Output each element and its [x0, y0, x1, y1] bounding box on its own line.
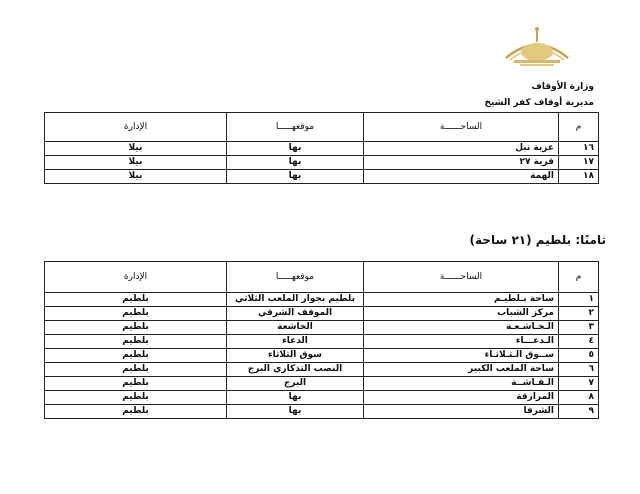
ministry-name: وزارة الأوقاف [531, 82, 594, 92]
col-header-place: الساحــــــة [364, 113, 559, 142]
cell-num: ٦ [559, 363, 599, 377]
cell-location: سوق الثلاثاء [227, 349, 364, 363]
cell-admin: بلطيم [45, 363, 227, 377]
squares-table-bila [44, 112, 599, 184]
cell-admin: بيلا [45, 142, 227, 156]
cell-location: البرج [227, 377, 364, 391]
cell-num: ١٦ [559, 142, 599, 156]
col-header-num: م [559, 262, 599, 293]
cell-admin: بيلا [45, 156, 227, 170]
cell-admin: بلطيم [45, 307, 227, 321]
col-header-location: موقعهـــــا [227, 113, 364, 142]
cell-place: ساحة بـلطيـم [364, 293, 559, 307]
squares-table-baltim [44, 261, 599, 419]
cell-location: الموقف الشرقي [227, 307, 364, 321]
ministry-logo [498, 22, 576, 70]
cell-location: بها [227, 156, 364, 170]
cell-admin: بلطيم [45, 321, 227, 335]
cell-location: الدعاء [227, 335, 364, 349]
cell-place: الشرفا [364, 405, 559, 419]
cell-num: ٩ [559, 405, 599, 419]
cell-admin: بلطيم [45, 335, 227, 349]
table-row [45, 405, 599, 419]
cell-admin: بلطيم [45, 405, 227, 419]
cell-location: بها [227, 142, 364, 156]
cell-admin: بلطيم [45, 391, 227, 405]
table-header-row [45, 113, 599, 142]
cell-place: الـدعـــاء [364, 335, 559, 349]
table-row [45, 335, 599, 349]
table-row [45, 349, 599, 363]
cell-place: مركز الشباب [364, 307, 559, 321]
table-row [45, 377, 599, 391]
cell-location: النصب التذكاري البرج [227, 363, 364, 377]
cell-num: ١٧ [559, 156, 599, 170]
cell-num: ١ [559, 293, 599, 307]
cell-place: ساحة الملعب الكبير [364, 363, 559, 377]
col-header-admin: الإدارة [45, 113, 227, 142]
cell-num: ٨ [559, 391, 599, 405]
cell-admin: بلطيم [45, 349, 227, 363]
col-header-admin: الإدارة [45, 262, 227, 293]
section-title-baltim: ثامنًا: بلطيم (٢١ ساحة) [469, 233, 606, 247]
table-row [45, 363, 599, 377]
table-row [45, 142, 599, 156]
cell-place: المرازقة [364, 391, 559, 405]
table-header-row [45, 262, 599, 293]
col-header-place: الساحــــــة [364, 262, 559, 293]
cell-place: الـخـاشـعـة [364, 321, 559, 335]
cell-admin: بلطيم [45, 377, 227, 391]
cell-num: ١٨ [559, 170, 599, 184]
col-header-num: م [559, 113, 599, 142]
col-header-location: موقعهـــــا [227, 262, 364, 293]
cell-location: بها [227, 391, 364, 405]
cell-admin: بيلا [45, 170, 227, 184]
cell-place: قرية ٢٧ [364, 156, 559, 170]
cell-location: بها [227, 405, 364, 419]
table-row [45, 156, 599, 170]
cell-num: ٥ [559, 349, 599, 363]
cell-location: بلطيم بجوار الملعب الثلاثي [227, 293, 364, 307]
table-row [45, 293, 599, 307]
cell-num: ٢ [559, 307, 599, 321]
cell-location: بها [227, 170, 364, 184]
table-row [45, 307, 599, 321]
cell-admin: بلطيم [45, 293, 227, 307]
cell-num: ٧ [559, 377, 599, 391]
table-row [45, 391, 599, 405]
cell-place: الـقـاشــة [364, 377, 559, 391]
table-row [45, 321, 599, 335]
table-row [45, 170, 599, 184]
cell-place: عزبة نبل [364, 142, 559, 156]
cell-num: ٤ [559, 335, 599, 349]
mosque-logo-icon [498, 22, 576, 70]
directorate-name: مديرية أوقاف كفر الشيخ [484, 98, 594, 108]
cell-place: الهمة [364, 170, 559, 184]
cell-place: ســوق الـثـلاثـاء [364, 349, 559, 363]
cell-num: ٣ [559, 321, 599, 335]
cell-location: الخاشعة [227, 321, 364, 335]
